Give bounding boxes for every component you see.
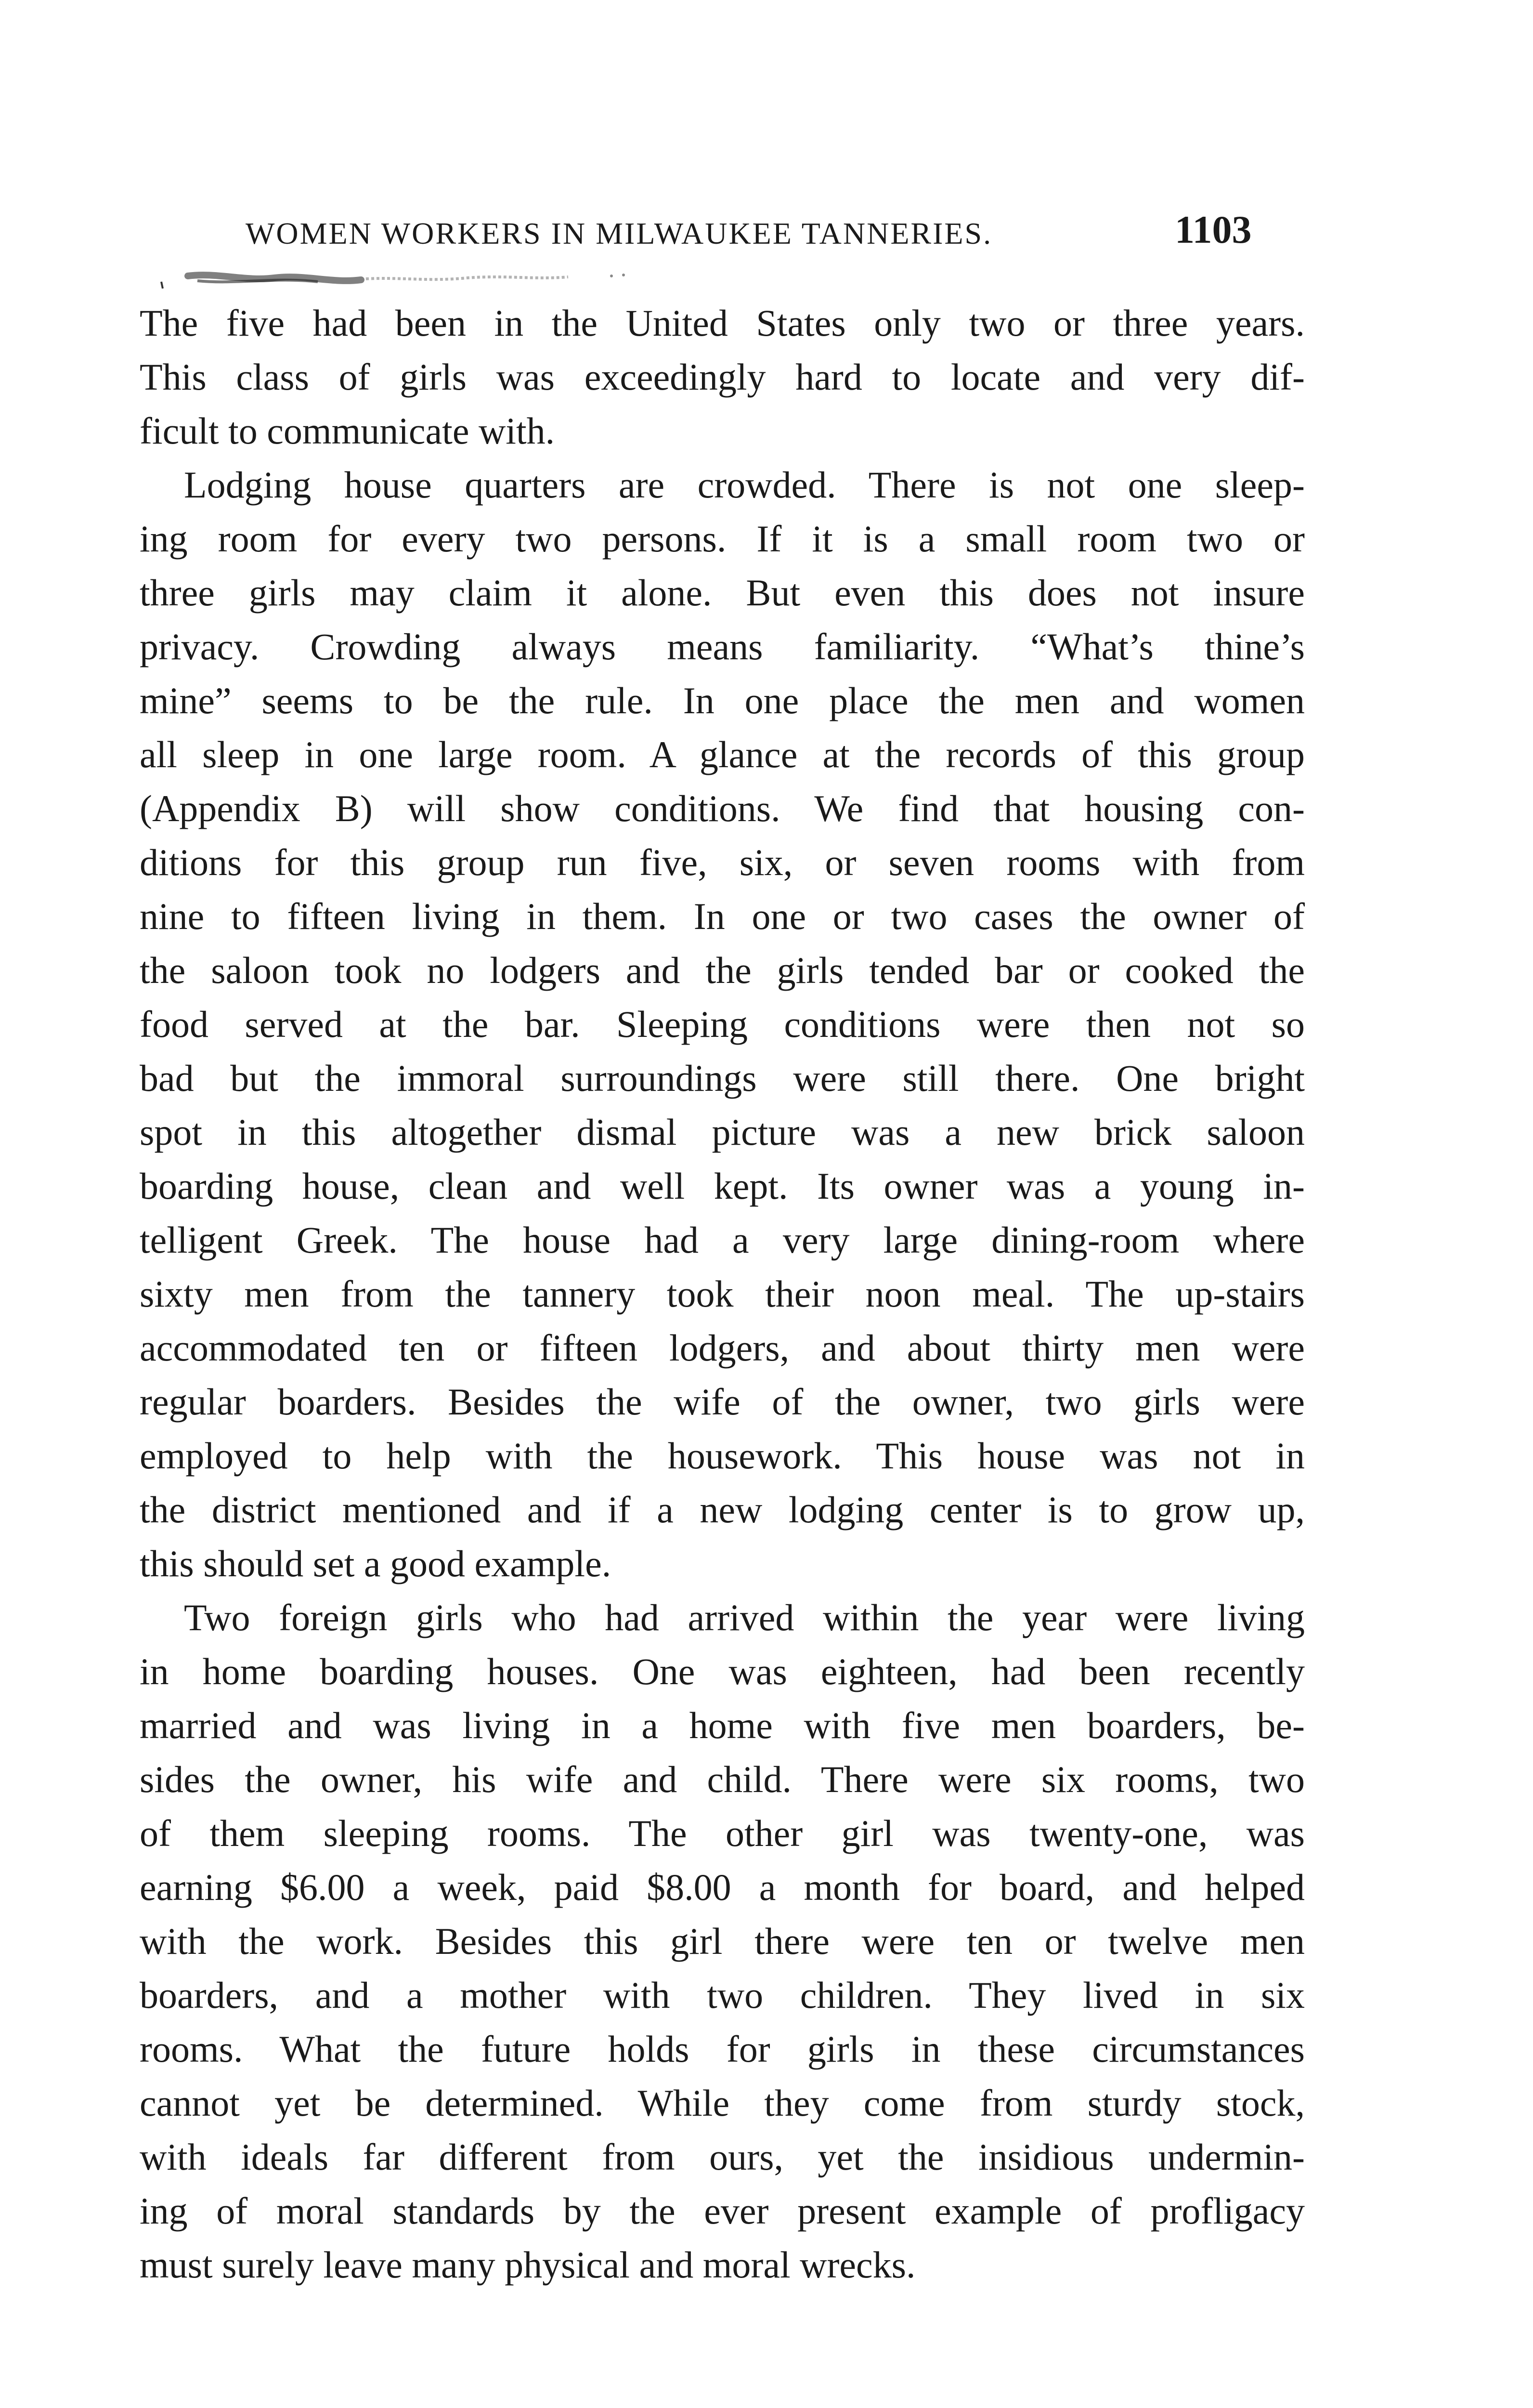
text-line: food served at the bar. Sleeping conditions were then not so xyxy=(140,1003,1305,1045)
page-number: 1103 xyxy=(1175,208,1252,251)
text-line: boarders, and a mother with two children. They lived in six xyxy=(140,1974,1305,2016)
text-line: accommodated ten or fifteen lodgers, and about thirty men were xyxy=(140,1327,1305,1369)
text-line: Two foreign girls who had arrived within the year were living xyxy=(184,1597,1305,1638)
text-line: privacy. Crowding always means familiarity. “What’s thine’s xyxy=(140,626,1305,667)
text-line: rooms. What the future holds for girls in these circumstances xyxy=(140,2028,1305,2070)
text-line: cannot yet be determined. While they come from sturdy stock, xyxy=(140,2082,1305,2124)
text-line: ing room for every two persons. If it is a small room two or xyxy=(140,518,1305,560)
text-line: The five had been in the United States only two or three years. xyxy=(140,302,1305,344)
text-line: telligent Greek. The house had a very large dining-room where xyxy=(140,1219,1305,1261)
text-line: with ideals far different from ours, yet the insidious undermin- xyxy=(140,2136,1305,2178)
text-line: the saloon took no lodgers and the girls tended bar or cooked the xyxy=(140,949,1305,991)
text-line: mine” seems to be the rule. In one place the men and women xyxy=(140,680,1305,721)
text-line: in home boarding houses. One was eighteen, had been recently xyxy=(140,1650,1305,1692)
text-line: of them sleeping rooms. The other girl was twenty-one, was xyxy=(140,1812,1305,1854)
text-line: employed to help with the housework. This house was not in xyxy=(140,1435,1305,1477)
text-line: spot in this altogether dismal picture was a new brick saloon xyxy=(140,1111,1305,1153)
text-line: This class of girls was exceedingly hard to locate and very dif- xyxy=(140,356,1305,398)
body-text xyxy=(140,296,1305,2292)
text-line: ditions for this group run five, six, or seven rooms with from xyxy=(140,841,1305,883)
text-line: regular boarders. Besides the wife of the owner, two girls were xyxy=(140,1381,1305,1423)
text-line: Lodging house quarters are crowded. There is not one sleep- xyxy=(184,464,1305,506)
text-line: the district mentioned and if a new lodging center is to grow up, xyxy=(140,1489,1305,1531)
text-line: three girls may claim it alone. But even this does not insure xyxy=(140,572,1305,614)
text-line: ing of moral standards by the ever present example of profligacy xyxy=(140,2190,1305,2232)
text-line: all sleep in one large room. A glance at the records of this group xyxy=(140,733,1305,775)
text-line: earning $6.00 a week, paid $8.00 a month for board, and helped xyxy=(140,1866,1305,1908)
running-title: WOMEN WORKERS IN MILWAUKEE TANNERIES. xyxy=(246,216,993,250)
paragraph-2 xyxy=(140,458,1305,1591)
text-line: boarding house, clean and well kept. Its owner was a young in- xyxy=(140,1165,1305,1207)
text-line: married and was living in a home with five men boarders, be- xyxy=(140,1704,1305,1746)
running-head xyxy=(0,207,1533,255)
text-line: this should set a good example. xyxy=(140,1543,611,1584)
text-line: sides the owner, his wife and child. There were six rooms, two xyxy=(140,1758,1305,1800)
ink-smudge xyxy=(159,267,689,291)
text-line: must surely leave many physical and moral wrecks. xyxy=(140,2244,916,2286)
text-line: sixty men from the tannery took their noon meal. The up-stairs xyxy=(140,1273,1305,1315)
text-line: bad but the immoral surroundings were still there. One bright xyxy=(140,1057,1305,1099)
paragraph-1 xyxy=(140,296,1305,458)
text-line: ficult to communicate with. xyxy=(140,410,555,452)
text-line: (Appendix B) will show conditions. We find that housing con- xyxy=(140,787,1305,829)
text-line: with the work. Besides this girl there were ten or twelve men xyxy=(140,1920,1305,1962)
text-line: nine to fifteen living in them. In one or two cases the owner of xyxy=(140,895,1305,937)
paragraph-3 xyxy=(140,1591,1305,2292)
